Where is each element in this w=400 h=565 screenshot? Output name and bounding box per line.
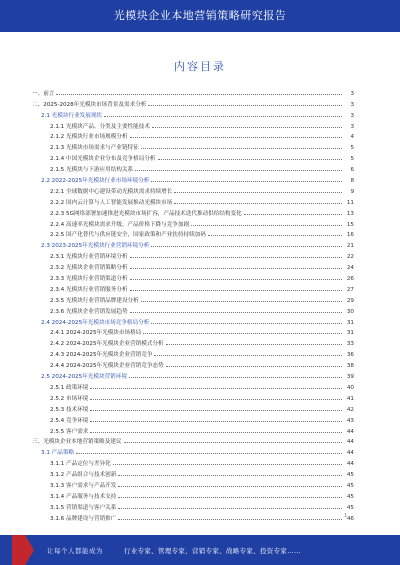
toc-entry-text: 二、2025-2028年光模块市场背景及需求分析 xyxy=(32,101,147,108)
toc-entry[interactable] xyxy=(32,130,354,141)
toc-entry[interactable] xyxy=(32,467,354,478)
toc-entry[interactable] xyxy=(32,435,354,446)
toc-entry[interactable] xyxy=(32,249,354,260)
toc-entry[interactable] xyxy=(32,402,354,413)
toc-entry-page: 3 xyxy=(350,123,354,130)
report-title: 光模块企业本地营销策略研究报告 xyxy=(113,9,287,22)
toc-leader-dots xyxy=(151,323,342,324)
toc-entry-page: 15 xyxy=(346,221,354,228)
toc-entry-text: 2.4.2 2024-2025年光模块企业营销模式分析 xyxy=(50,341,164,348)
toc-entry[interactable] xyxy=(32,119,354,130)
toc-leader-dots xyxy=(151,181,342,182)
toc-entry-text: 2.3.1 光模块行业营销环境分析 xyxy=(50,254,128,261)
toc-entry-text: 2.2.1 全球数据中心建设带动光模块需求持续增长 xyxy=(50,188,173,195)
toc-leader-dots xyxy=(152,127,342,128)
toc-entry[interactable] xyxy=(32,173,354,184)
toc-leader-dots xyxy=(166,344,342,345)
toc-entry-page: 43 xyxy=(346,417,354,424)
toc-entry-page: 4 xyxy=(350,134,354,141)
toc-leader-dots xyxy=(118,497,342,498)
toc-entry[interactable] xyxy=(32,195,354,206)
toc-entry[interactable] xyxy=(32,391,354,402)
toc-entry-text: 2.5.2 市场环境 xyxy=(50,395,89,402)
toc-leader-dots xyxy=(118,475,342,476)
toc-entry-page: 3 xyxy=(350,112,354,119)
toc-entry-page: 5 xyxy=(350,145,354,152)
toc-leader-dots xyxy=(130,257,342,258)
toc-leader-dots xyxy=(141,148,342,149)
toc-entry-text: 2.2.4 高速率光模块需求升级，产品价格下降与竞争加剧 xyxy=(50,221,190,228)
toc-entry-text: 2.3.6 光模块企业营销发展趋势 xyxy=(50,308,128,315)
toc-leader-dots xyxy=(104,116,342,117)
toc-entry[interactable] xyxy=(32,293,354,304)
toc-entry[interactable] xyxy=(32,238,354,249)
toc-entry-text: 2.3.2 光模块企业营销策略分析 xyxy=(50,265,128,272)
toc-leader-dots xyxy=(130,279,342,280)
toc-entry-page: 21 xyxy=(346,243,354,250)
toc-entry[interactable] xyxy=(32,445,354,456)
toc-leader-dots xyxy=(124,442,342,443)
toc-entry-text: 2.3.3 光模块行业营销渠道分析 xyxy=(50,276,128,283)
toc-entry-text: 2.1 光模块行业发展现状 xyxy=(41,112,103,119)
toc-leader-dots xyxy=(174,203,342,204)
toc-entry-page: 30 xyxy=(346,308,354,315)
toc-entry-page: 41 xyxy=(346,395,354,402)
toc-entry[interactable] xyxy=(32,206,354,217)
toc-entry-text: 3.1.6 品牌建设与营销推广 xyxy=(50,515,117,522)
toc-entry[interactable] xyxy=(32,456,354,467)
page-number: 1 xyxy=(344,513,348,519)
toc-entry-page: 3 xyxy=(350,90,354,97)
toc-leader-dots xyxy=(90,432,342,433)
toc-entry-page: 45 xyxy=(346,472,354,479)
toc-entry[interactable] xyxy=(32,358,354,369)
toc-entry-page: 33 xyxy=(346,341,354,348)
toc-entry-page: 38 xyxy=(346,363,354,370)
toc-entry[interactable] xyxy=(32,347,354,358)
toc-entry-text: 2.5.3 技术环境 xyxy=(50,406,89,413)
toc-leader-dots xyxy=(118,519,342,520)
toc-entry-text: 2.2.3 5G网络部署加速推进光模块市场扩容，产品技术迭代推动供给结构变化 xyxy=(50,210,242,217)
toc-entry[interactable] xyxy=(32,217,354,228)
toc-entry-text: 2.5.1 政策环境 xyxy=(50,384,89,391)
toc-entry-page: 44 xyxy=(346,428,354,435)
toc-leader-dots xyxy=(130,137,342,138)
toc-entry[interactable] xyxy=(32,369,354,380)
toc-entry[interactable] xyxy=(32,489,354,500)
toc-entry-text: 2.3.5 光模块行业营销品牌建设分析 xyxy=(50,297,139,304)
toc-entry-text: 3.1 产品策略 xyxy=(41,450,75,457)
toc-entry-page: 44 xyxy=(346,450,354,457)
toc-entry-page: 31 xyxy=(346,319,354,326)
toc-entry[interactable] xyxy=(32,380,354,391)
toc-entry-text: 三、光模块企业本地营销策略及建议 xyxy=(32,439,122,446)
toc-entry-page: 8 xyxy=(350,178,354,185)
toc-entry[interactable] xyxy=(32,97,354,108)
toc-leader-dots xyxy=(130,268,342,269)
toc-entry-text: 2.1.2 光模块行业市场规模分析 xyxy=(50,134,128,141)
toc-leader-dots xyxy=(143,333,342,334)
toc-leader-dots xyxy=(129,377,342,378)
toc-entry-page: 13 xyxy=(346,210,354,217)
toc-entry[interactable] xyxy=(32,326,354,337)
toc-entry-page: 9 xyxy=(350,188,354,195)
toc-entry-page: 6 xyxy=(350,167,354,174)
toc-entry-text: 2.1.5 光模块与下游应用结构关系 xyxy=(50,167,134,174)
toc-leader-dots xyxy=(148,105,342,106)
toc-entry-page: 3 xyxy=(350,101,354,108)
toc-entry-text: 2.5.4 竞争环境 xyxy=(50,417,89,424)
toc-entry-page: 27 xyxy=(346,286,354,293)
chevron-decoration-icon xyxy=(12,535,34,565)
toc-leader-dots xyxy=(154,355,342,356)
toc-entry-page: 45 xyxy=(346,482,354,489)
toc-leader-dots xyxy=(151,246,342,247)
toc-entry-page: 40 xyxy=(346,384,354,391)
toc-entry-text: 2.2.2 国内云计算与人工智能发展推动光模块市场 xyxy=(50,199,173,206)
toc-entry-text: 2.2 2022-2025年光模块行业市场环境分析 xyxy=(41,178,150,185)
toc-entry-page: 29 xyxy=(346,297,354,304)
toc-entry[interactable] xyxy=(32,511,354,522)
toc-entry-text: 3.1.5 营销渠道与客户关系 xyxy=(50,504,117,511)
toc-leader-dots xyxy=(76,453,342,454)
toc-leader-dots xyxy=(135,170,342,171)
toc-entry[interactable] xyxy=(32,260,354,271)
toc-entry-text: 2.3.4 光模块行业营销服务分析 xyxy=(50,286,128,293)
toc-leader-dots xyxy=(174,192,342,193)
toc-leader-dots xyxy=(244,214,342,215)
toc-entry-page: 44 xyxy=(346,461,354,468)
toc-leader-dots xyxy=(90,399,342,400)
toc-entry[interactable] xyxy=(32,500,354,511)
toc-entry-page: 45 xyxy=(346,493,354,500)
footer-tags: 行业专家、管理专家、营销专家、战略专家、投资专家…… xyxy=(124,547,301,555)
toc-leader-dots xyxy=(113,464,342,465)
toc-entry[interactable] xyxy=(32,424,354,435)
toc-entry-page: 44 xyxy=(346,439,354,446)
toc-entry-page: 11 xyxy=(346,199,354,206)
toc-entry-page: 39 xyxy=(346,374,354,381)
toc-entry-page: 16 xyxy=(346,232,354,239)
toc-entry[interactable] xyxy=(32,228,354,239)
toc-entry-page: 36 xyxy=(346,352,354,359)
toc-entry-text: 3.1.4 产品服务与技术支持 xyxy=(50,493,117,500)
toc-leader-dots xyxy=(130,290,342,291)
toc-leader-dots xyxy=(56,94,342,95)
toc-leader-dots xyxy=(90,421,342,422)
toc-leader-dots xyxy=(118,508,342,509)
toc-entry-text: 2.1.1 光模块产品、分类及主要性能技术 xyxy=(50,123,150,130)
toc-entry-page: 45 xyxy=(346,504,354,511)
toc-entry[interactable] xyxy=(32,184,354,195)
toc-entry-text: 2.1.3 光模块市场需求与产业链特征 xyxy=(50,145,139,152)
toc-entry[interactable] xyxy=(32,86,354,97)
toc-entry[interactable] xyxy=(32,162,354,173)
toc-entry-page: 26 xyxy=(346,276,354,283)
toc-entry-page: 5 xyxy=(350,156,354,163)
toc-entry-page: 46 xyxy=(346,515,354,522)
footer-slogan: 让每个人都能成为 xyxy=(47,547,103,555)
toc-entry-text: 2.4 2024-2025年光模块市场竞争格局分析 xyxy=(41,319,150,326)
toc-entry[interactable] xyxy=(32,413,354,424)
toc-entry-text: 3.1.1 产品定位与差异化 xyxy=(50,461,111,468)
toc-entry[interactable] xyxy=(32,140,354,151)
toc-entry[interactable] xyxy=(32,304,354,315)
toc-entry-text: 2.3 2023-2025年光模块行业营销环境分析 xyxy=(41,243,150,250)
toc-leader-dots xyxy=(208,235,342,236)
toc-entry-page: 31 xyxy=(346,330,354,337)
toc-entry[interactable] xyxy=(32,151,354,162)
toc-entry-page: 42 xyxy=(346,406,354,413)
toc-entry[interactable] xyxy=(32,282,354,293)
toc-entry-text: 2.5 2024-2025年光模块营销环境 xyxy=(41,374,127,381)
toc-entry-page: 24 xyxy=(346,265,354,272)
toc-entry[interactable] xyxy=(32,315,354,326)
toc-entry-page: 22 xyxy=(346,254,354,261)
footer-banner xyxy=(0,535,400,565)
toc-leader-dots xyxy=(130,312,342,313)
toc-entry-text: 2.5.5 客户需求 xyxy=(50,428,89,435)
toc-entry-text: 2.4.3 2024-2025年光模块企业营销竞争 xyxy=(50,352,153,359)
toc-leader-dots xyxy=(118,486,342,487)
toc-leader-dots xyxy=(141,301,342,302)
toc-leader-dots xyxy=(90,388,342,389)
toc-entry-text: 3.1.2 产品组合与技术创新 xyxy=(50,472,117,479)
toc-heading: 内容目录 xyxy=(174,60,226,73)
toc-entry-text: 2.2.5 国产化替代与供应链安全，国家政策和产业扶持持续加码 xyxy=(50,232,206,239)
toc-entry-text: 一、前言 xyxy=(32,90,55,97)
toc-leader-dots xyxy=(191,225,342,226)
toc-entry[interactable] xyxy=(32,478,354,489)
toc-entry-text: 2.1.4 中国光模块企业分布及竞争格局分析 xyxy=(50,156,156,163)
report-header xyxy=(0,0,400,32)
toc-entry-text: 3.1.3 客户需求与产品开发 xyxy=(50,482,117,489)
toc-entry[interactable] xyxy=(32,336,354,347)
toc-entry[interactable] xyxy=(32,271,354,282)
table-of-contents xyxy=(32,86,354,522)
toc-leader-dots xyxy=(166,366,342,367)
toc-leader-dots xyxy=(90,410,342,411)
toc-entry-text: 2.4.4 2024-2025年光模块企业营销竞争态势 xyxy=(50,363,164,370)
toc-entry[interactable] xyxy=(32,108,354,119)
toc-entry-text: 2.4.1 2024-2025年光模块市场格局 xyxy=(50,330,142,337)
toc-leader-dots xyxy=(158,159,342,160)
